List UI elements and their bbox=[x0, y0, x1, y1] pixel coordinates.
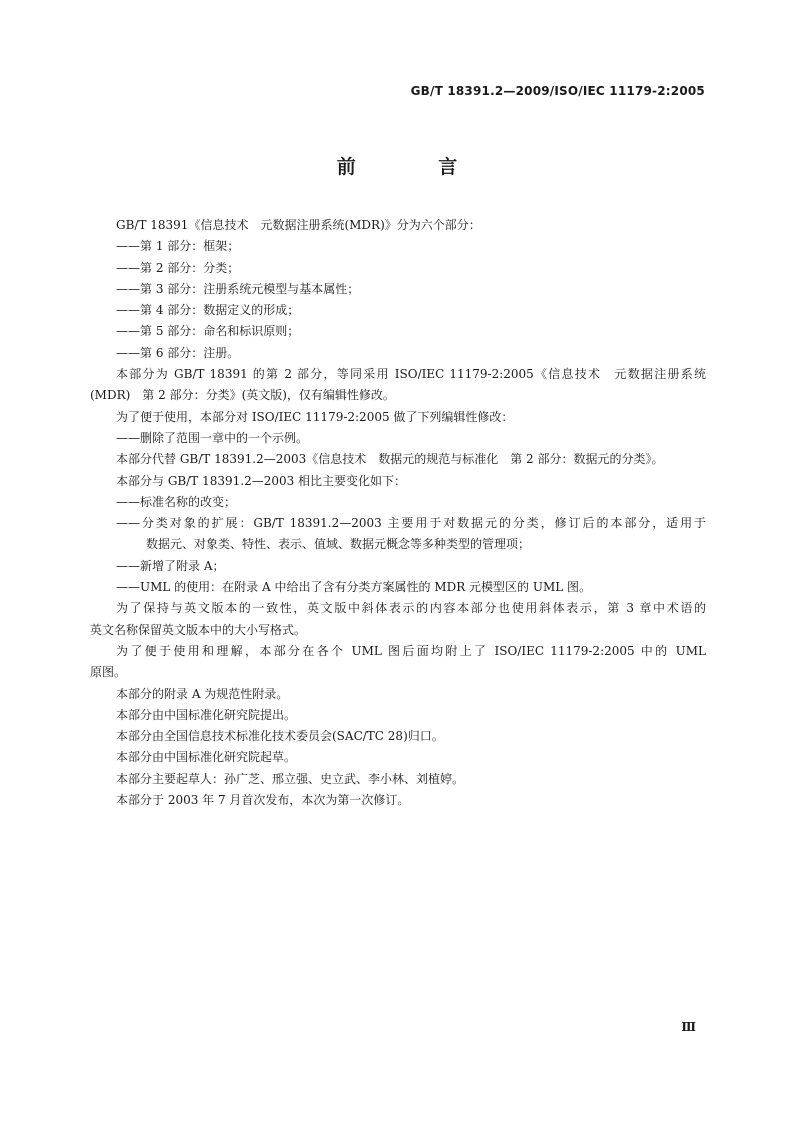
paragraph-continuation: 原图。 bbox=[90, 665, 127, 680]
paragraph: 本部分于 2003 年 7 月首次发布，本次为第一次修订。 bbox=[116, 793, 410, 808]
list-item: ——第 3 部分：注册系统元模型与基本属性； bbox=[116, 281, 360, 296]
foreword-body bbox=[90, 215, 706, 811]
page-title: 前 言 bbox=[336, 156, 496, 178]
paragraph: 为了便于使用，本部分对 ISO/IEC 11179-2:2005 做了下列编辑性修改： bbox=[116, 409, 514, 424]
list-item: ——第 4 部分：数据定义的形成； bbox=[116, 303, 300, 318]
list-item: ——删除了范围一章中的一个示例。 bbox=[116, 430, 309, 445]
paragraph: 本部分由全国信息技术标准化技术委员会(SAC/TC 28)归口。 bbox=[116, 729, 444, 744]
list-item: ——第 2 部分：分类； bbox=[116, 260, 240, 275]
paragraph: 本部分为 GB/T 18391 的第 2 部分，等同采用 ISO/IEC 11179-2:2005《信息技术 元数据注册系统 bbox=[116, 367, 706, 382]
list-item: ——第 5 部分：命名和标识原则； bbox=[116, 324, 300, 339]
list-item-continuation: 数据元、对象类、特性、表示、值域、数据元概念等多种类型的管理项； bbox=[146, 537, 531, 552]
page-number: Ⅲ bbox=[681, 1020, 696, 1034]
paragraph: 本部分由中国标准化研究院提出。 bbox=[116, 707, 297, 722]
paragraph: 本部分代替 GB/T 18391.2—2003《信息技术 数据元的规范与标准化 第 2 部分：数据元的分类》。 bbox=[116, 452, 664, 467]
paragraph-continuation: (MDR) 第 2 部分：分类》(英文版)，仅有编辑性修改。 bbox=[90, 388, 395, 403]
paragraph: 本部分的附录 A 为规范性附录。 bbox=[116, 686, 289, 701]
paragraph: 本部分主要起草人：孙广芝、邢立强、史立武、李小林、刘植婷。 bbox=[116, 771, 465, 786]
paragraph-continuation: 英文名称保留英文版本中的大小写格式。 bbox=[90, 622, 307, 637]
paragraph: 本部分由中国标准化研究院起草。 bbox=[116, 750, 297, 765]
list-item: ——UML 的使用：在附录 A 中给出了含有分类方案属性的 MDR 元模型区的 UML 图。 bbox=[116, 580, 592, 595]
paragraph: 为了保持与英文版本的一致性，英文版中斜体表示的内容本部分也使用斜体表示，第 3 章中术语的 bbox=[116, 601, 706, 616]
list-item: ——分类对象的扩展：GB/T 18391.2—2003 主要用于对数据元的分类，修订后的本部分，适用于 bbox=[116, 516, 706, 531]
list-item: ——第 1 部分：框架； bbox=[116, 239, 240, 254]
paragraph: 本部分与 GB/T 18391.2—2003 相比主要变化如下： bbox=[116, 473, 407, 488]
paragraph: GB/T 18391《信息技术 元数据注册系统(MDR)》分为六个部分： bbox=[116, 218, 481, 232]
paragraph: 为了便于使用和理解，本部分在各个 UML 图后面均附上了 ISO/IEC 11179-2:2005 中的 UML bbox=[116, 643, 706, 658]
list-item: ——标准名称的改变； bbox=[116, 494, 237, 509]
list-item: ——新增了附录 A； bbox=[116, 558, 225, 573]
document-id-header: GB/T 18391.2—2009/ISO/IEC 11179-2:2005 bbox=[410, 84, 705, 98]
list-item: ——第 6 部分：注册。 bbox=[116, 345, 240, 360]
